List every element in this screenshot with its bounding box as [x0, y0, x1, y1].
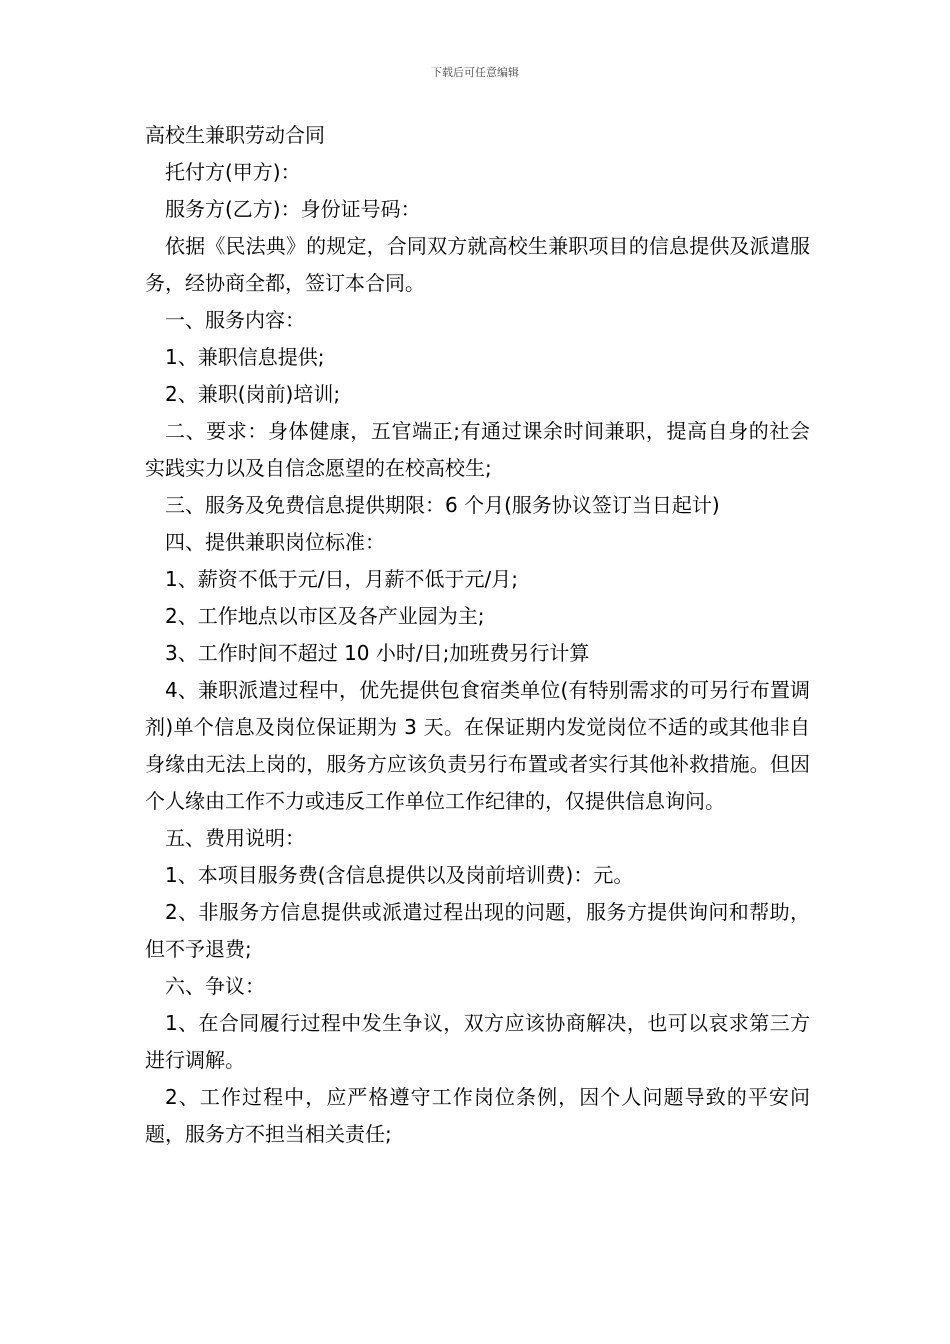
list-item: 1、本项目服务费(含信息提供以及岗前培训费)：元。 [165, 863, 634, 887]
document-title: 高校生兼职劳动合同 [145, 123, 325, 147]
list-item: 2、工作过程中，应严格遵守工作岗位条例，因个人问题导致的平安问题，服务方不担当相关责任; [145, 1085, 810, 1146]
section-service-period: 三、服务及免费信息提供期限：6 个月(服务协议签订当日起计) [165, 493, 720, 517]
list-item: 3、工作时间不超过 10 小时/日;加班费另行计算 [165, 641, 590, 665]
list-item: 1、在合同履行过程中发生争议，双方应该协商解决，也可以哀求第三方进行调解。 [145, 1011, 810, 1072]
section-heading-fees: 五、费用说明： [165, 826, 305, 850]
section-heading-service-content: 一、服务内容： [165, 308, 305, 332]
section-heading-disputes: 六、争议： [165, 974, 265, 998]
list-item: 2、非服务方信息提供或派遣过程出现的问题，服务方提供询问和帮助，但不予退费; [145, 900, 810, 961]
list-item: 2、兼职(岗前)培训; [165, 382, 341, 406]
paragraph-provider: 服务方(乙方)：身份证号码： [165, 197, 421, 221]
section-requirements: 二、要求：身体健康，五官端正;有通过课余时间兼职，提高自身的社会实践实力以及自信念愿望的在校高校生; [145, 419, 810, 480]
paragraph-client: 托付方(甲方)： [165, 160, 301, 184]
list-item: 1、薪资不低于元/日，月薪不低于元/月; [165, 567, 518, 591]
list-item: 1、兼职信息提供; [165, 345, 325, 369]
paragraph-preamble: 依据《民法典》的规定，合同双方就高校生兼职项目的信息提供及派遣服务，经协商全都，签订本合同。 [145, 234, 810, 295]
list-item: 4、兼职派遣过程中，优先提供包食宿类单位(有特别需求的可另行布置调剂)单个信息及岗位保证期为 3 天。在保证期内发觉岗位不适的或其他非自身缘由无法上岗的，服务方应该负责另行布置或者实行其他补救措施。但因个人缘由工作不力或违反工作单位工作纪律的，仅提供信息询问。 [145, 678, 810, 813]
list-item: 2、工作地点以市区及各产业园为主; [165, 604, 485, 628]
section-heading-position-standards: 四、提供兼职岗位标准： [165, 530, 385, 554]
document-body [145, 117, 810, 1153]
page-header-note: 下载后可任意编辑 [431, 66, 519, 79]
